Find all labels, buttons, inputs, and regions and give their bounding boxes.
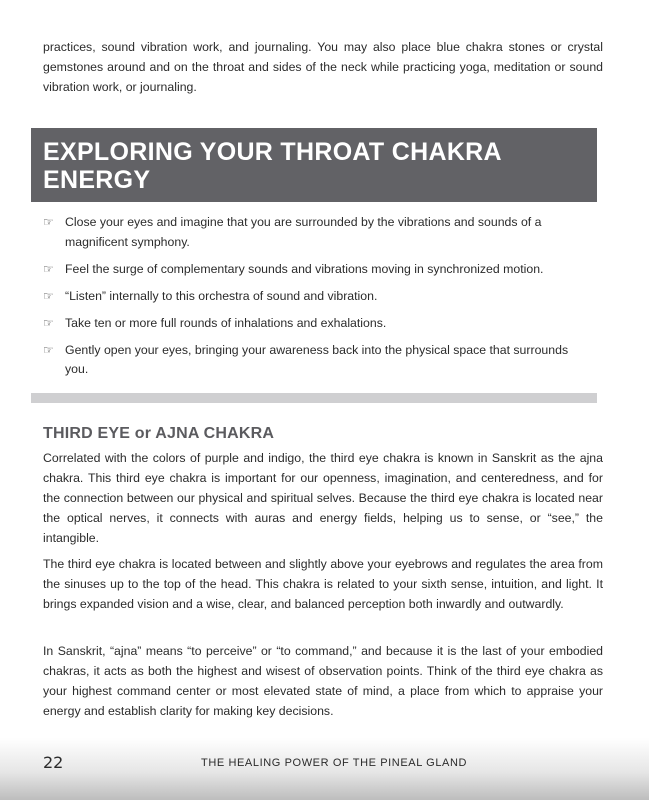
- pointing-hand-icon: ☞: [43, 215, 54, 229]
- body-paragraph-3: In Sanskrit, “ajna” means “to perceive” or “to command,” and because it is the last of your embodied chakras, it acts as both the highest and wisest of observation points. Think of the third eye chakra as your highest command center or most elevated state of mind, a place from which to appraise your energy and establish clarity for making key decisions.: [43, 644, 603, 718]
- intro-paragraph: practices, sound vibration work, and journaling. You may also place blue chakra stones or crystal gemstones around and on the throat and sides of the neck while practicing yoga, meditation or sound vibration work, or journaling.: [43, 40, 603, 94]
- list-item: [43, 260, 588, 280]
- exercise-list: [43, 213, 588, 387]
- pointing-hand-icon: ☞: [43, 261, 54, 276]
- list-item-text: Take ten or more full rounds of inhalations and exhalations.: [65, 315, 387, 330]
- list-item: [43, 314, 588, 334]
- body-paragraph-2: The third eye chakra is located between and slightly above your eyebrows and regulates the area from the sinuses up to the top of the head. This chakra is related to your sixth sense, intuition, and light. It brings expanded vision and a wise, clear, and balanced perception both inwardly and outwardly.: [43, 557, 603, 611]
- list-item: [43, 213, 588, 252]
- list-item: [43, 341, 588, 380]
- list-item-text: Gently open your eyes, bringing your awareness back into the physical space that surrounds you.: [65, 342, 569, 376]
- section-header-box: [31, 128, 597, 202]
- body-paragraph-1: Correlated with the colors of purple and indigo, the third eye chakra is known in Sanskrit as the ajna chakra. This third eye chakra is important for our openness, imagination, and centeredness, and for the connection between our physical and spiritual selves. Because the third eye chakra is located near the optical nerves, it connects with auras and energy fields, helping us to sense, or “see,” the intangible.: [43, 451, 603, 545]
- list-item: [43, 287, 588, 307]
- section-divider-bar: [31, 393, 597, 403]
- list-item-text: Close your eyes and imagine that you are surrounded by the vibrations and sounds of a magnificent symphony.: [65, 215, 542, 249]
- page-number: 22: [43, 753, 64, 772]
- section-title: EXPLORING YOUR THROAT CHAKRA ENERGY: [43, 138, 501, 194]
- running-title: THE HEALING POWER OF THE PINEAL GLAND: [201, 757, 468, 769]
- pointing-hand-icon: ☞: [43, 342, 54, 357]
- list-item-text: “Listen” internally to this orchestra of sound and vibration.: [65, 288, 378, 303]
- pointing-hand-icon: ☞: [43, 288, 54, 303]
- page-footer: [0, 738, 649, 800]
- list-item-text: Feel the surge of complementary sounds and vibrations moving in synchronized motion.: [65, 261, 544, 276]
- subheading: THIRD EYE or AJNA CHAKRA: [43, 425, 275, 442]
- pointing-hand-icon: ☞: [43, 315, 54, 330]
